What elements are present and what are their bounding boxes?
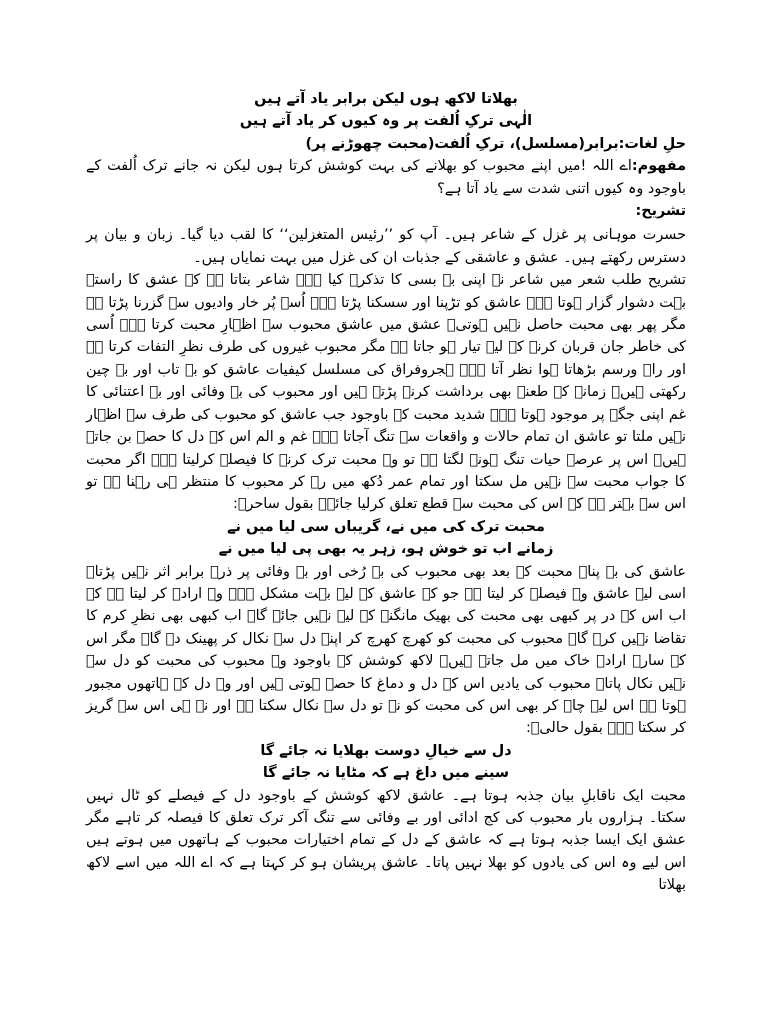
meaning-label: مفھوم: [631,158,686,175]
couplet-2-line-1: محبت ترک کی میں نے، گریباں سی لیا میں نے [227,518,545,535]
vocabulary-text: برابر(مسلسل)، ترکِ اُلفت(محبت چھوڑنے پر) [305,135,619,152]
explanation-paragraph-3: محبت ایک ناقابلِ بیان جذبہ ہوتا ہے۔ عاشق لاکھ کوشش کے باوجود دل کے فیصلے کو ٹال نہیں سکتا۔ ہزاروں بار محبوب کی کج ادائی اور بے وفائی سے تنگ آکر ترک تعلق کا فیصلہ کر تاہے مگر عشق ایک ایسا جذبہ ہوتا ہے کہ عاشق کے دل کے تمام اختیارات محبوب کے ہاتھوں میں ہوتے ہیں اس لیے وہ اس کی یادوں کو بھلا نہیں پاتا۔ عاشق پریشان ہو کر کہتا ہے کہ اے اللہ میں اسے لاکھ بھلاتا [86,787,686,894]
couplet-3-line-2: سینے میں داغ ہے کہ مٹایا نہ جائے گا [262,765,510,782]
explanation-paragraph-2: عاشق کی بے پناہ محبت کے بعد بھی محبوب کی بے رُخی اور بے وفائی پر ذرہ برابر اثر نہیں پڑتا۔ اسی لیے عاشق وہ فیصلہ کر لیتا ہے جو کہ عاشق کے لیے بہت مشکل ہے۔ وہ ارادہ کر لیتا ہے کہ اب اس کے در پر کبھی بھی محبت کی بھیک مانگنے کے لیے نہیں جائے گا۔ اب کبھی بھی نظرِ کرم کا تقاضا نہیں کرے گا۔ محبوب کی محبت کو کھرچ کھرچ کر اپنے دل سے نکال کر پھینک دے گا۔ مگر اس کے سارے ارادے خاک میں مل جاتے ہیں۔ لاکھ کوشش کے باوجود وہ محبوب کی محبت کو دل سے نہیں نکال پاتا۔ محبوب کی یادیں اس کے دل و دماغ کا حصہ ہوتی ہیں اور وہ دل کے ہاتھوں مجبور ہوتا ہے اس لیے چاہ کر بھی اس کی محبت کو نہ تو دل سے نکال سکتا ہے اور نہ ہی اس سے گریز کر سکتا ہے۔ بقول حالیؔ: [86,563,686,737]
document-page [86,88,686,897]
meaning-text: اے اللہ !میں اپنے محبوب کو بھلانے کی بہت کوشش کرتا ہوں لیکن نہ جانے ترک اُلفت کے باوجود وہ کیوں اتنی شدت سے یاد آتا ہے؟ [86,158,686,197]
couplet-2-line-2: زمانے اب تو خوش ہو، زہر یہ بھی پی لیا میں نے [218,541,554,558]
couplet-1-line-2: الٰہی ترکِ اُلفت پر وہ کیوں کر یاد آتے ہیں [239,113,533,130]
couplet-1-line-1: بھلاتا لاکھ ہوں لیکن برابر یاد آتے ہیں [254,91,518,107]
vocabulary-section [86,133,686,155]
intro-paragraph: حسرت موہانی پر غزل کے شاعر ہیں۔ آپ کو ’’رئیس المتغزلین‘‘ کا لقب دیا گیا۔ زبان و بیان پر دسترس رکھتے ہیں۔ عشق و عاشقی کے جذبات ان کی غزل میں بہت نمایاں ہیں۔ [86,227,686,266]
vocabulary-label: حلِ لغات: [618,135,686,152]
meaning-section [86,155,686,200]
explanation-heading: تشریح: [635,203,686,220]
explanation-paragraph-1: تشریح طلب شعر میں شاعر نے اپنی بے بسی کا تذکرہ کیا ہے۔ شاعر بتاتا ہے کہ عشق کا راستہ بہت دشوار گزار ہوتا ہے۔ عاشق کو تڑپنا اور سسکنا پڑتا ہے۔ اُسے پُر خار وادیوں سے گزرنا پڑتا ہے مگر پھر بھی محبت حاصل نہیں ہوتی۔ عشق میں عاشق محبوب سے اظہارِ محبت کرتا ہے۔ اُسی کی خاطر جان قربان کرنے کے لیے تیار ہو جاتا ہے مگر محبوب غیروں کی طرف نظرِ التفات کرتا ہے اور راہ ورسم بڑھاتا ہوا نظر آتا ہے۔ ہجروفراق کی مسلسل کیفیات عاشق کو بے تاب اور بے چین رکھتی ہیں۔ زمانہ کے طعنے بھی برداشت کرنے پڑتے ہیں اور محبوب کی بے وفائی اور بے اعتنائی کا غم اپنی جگہ پر موجود ہوتا ہے۔ شدید محبت کے باوجود جب عاشق کو محبوب کی طرف سے اظہار نہیں ملتا تو عاشق ان تمام حالات و واقعات سے تنگ آجاتا ہے۔ غم و الم اس کے دل کا حصہ بن جاتے ہیں۔ اس پر عرصۂ حیات تنگ ہونے لگتا ہے تو وہ محبت ترک کرنے کا فیصلہ کرلیتا ہے۔ اگر محبت کا جواب محبت سے نہیں مل سکتا اور تمام عمر دُکھ میں رہ کر محبوب کا منتظر ہی رہنا ہے تو اس سے بہتر ہے کہ اس کی محبت سے قطع تعلق کرلیا جائے۔ بقول ساحرؔ: [86,272,686,513]
couplet-3-line-1: دل سے خیالِ دوست بھلایا نہ جائے گا [260,742,512,759]
